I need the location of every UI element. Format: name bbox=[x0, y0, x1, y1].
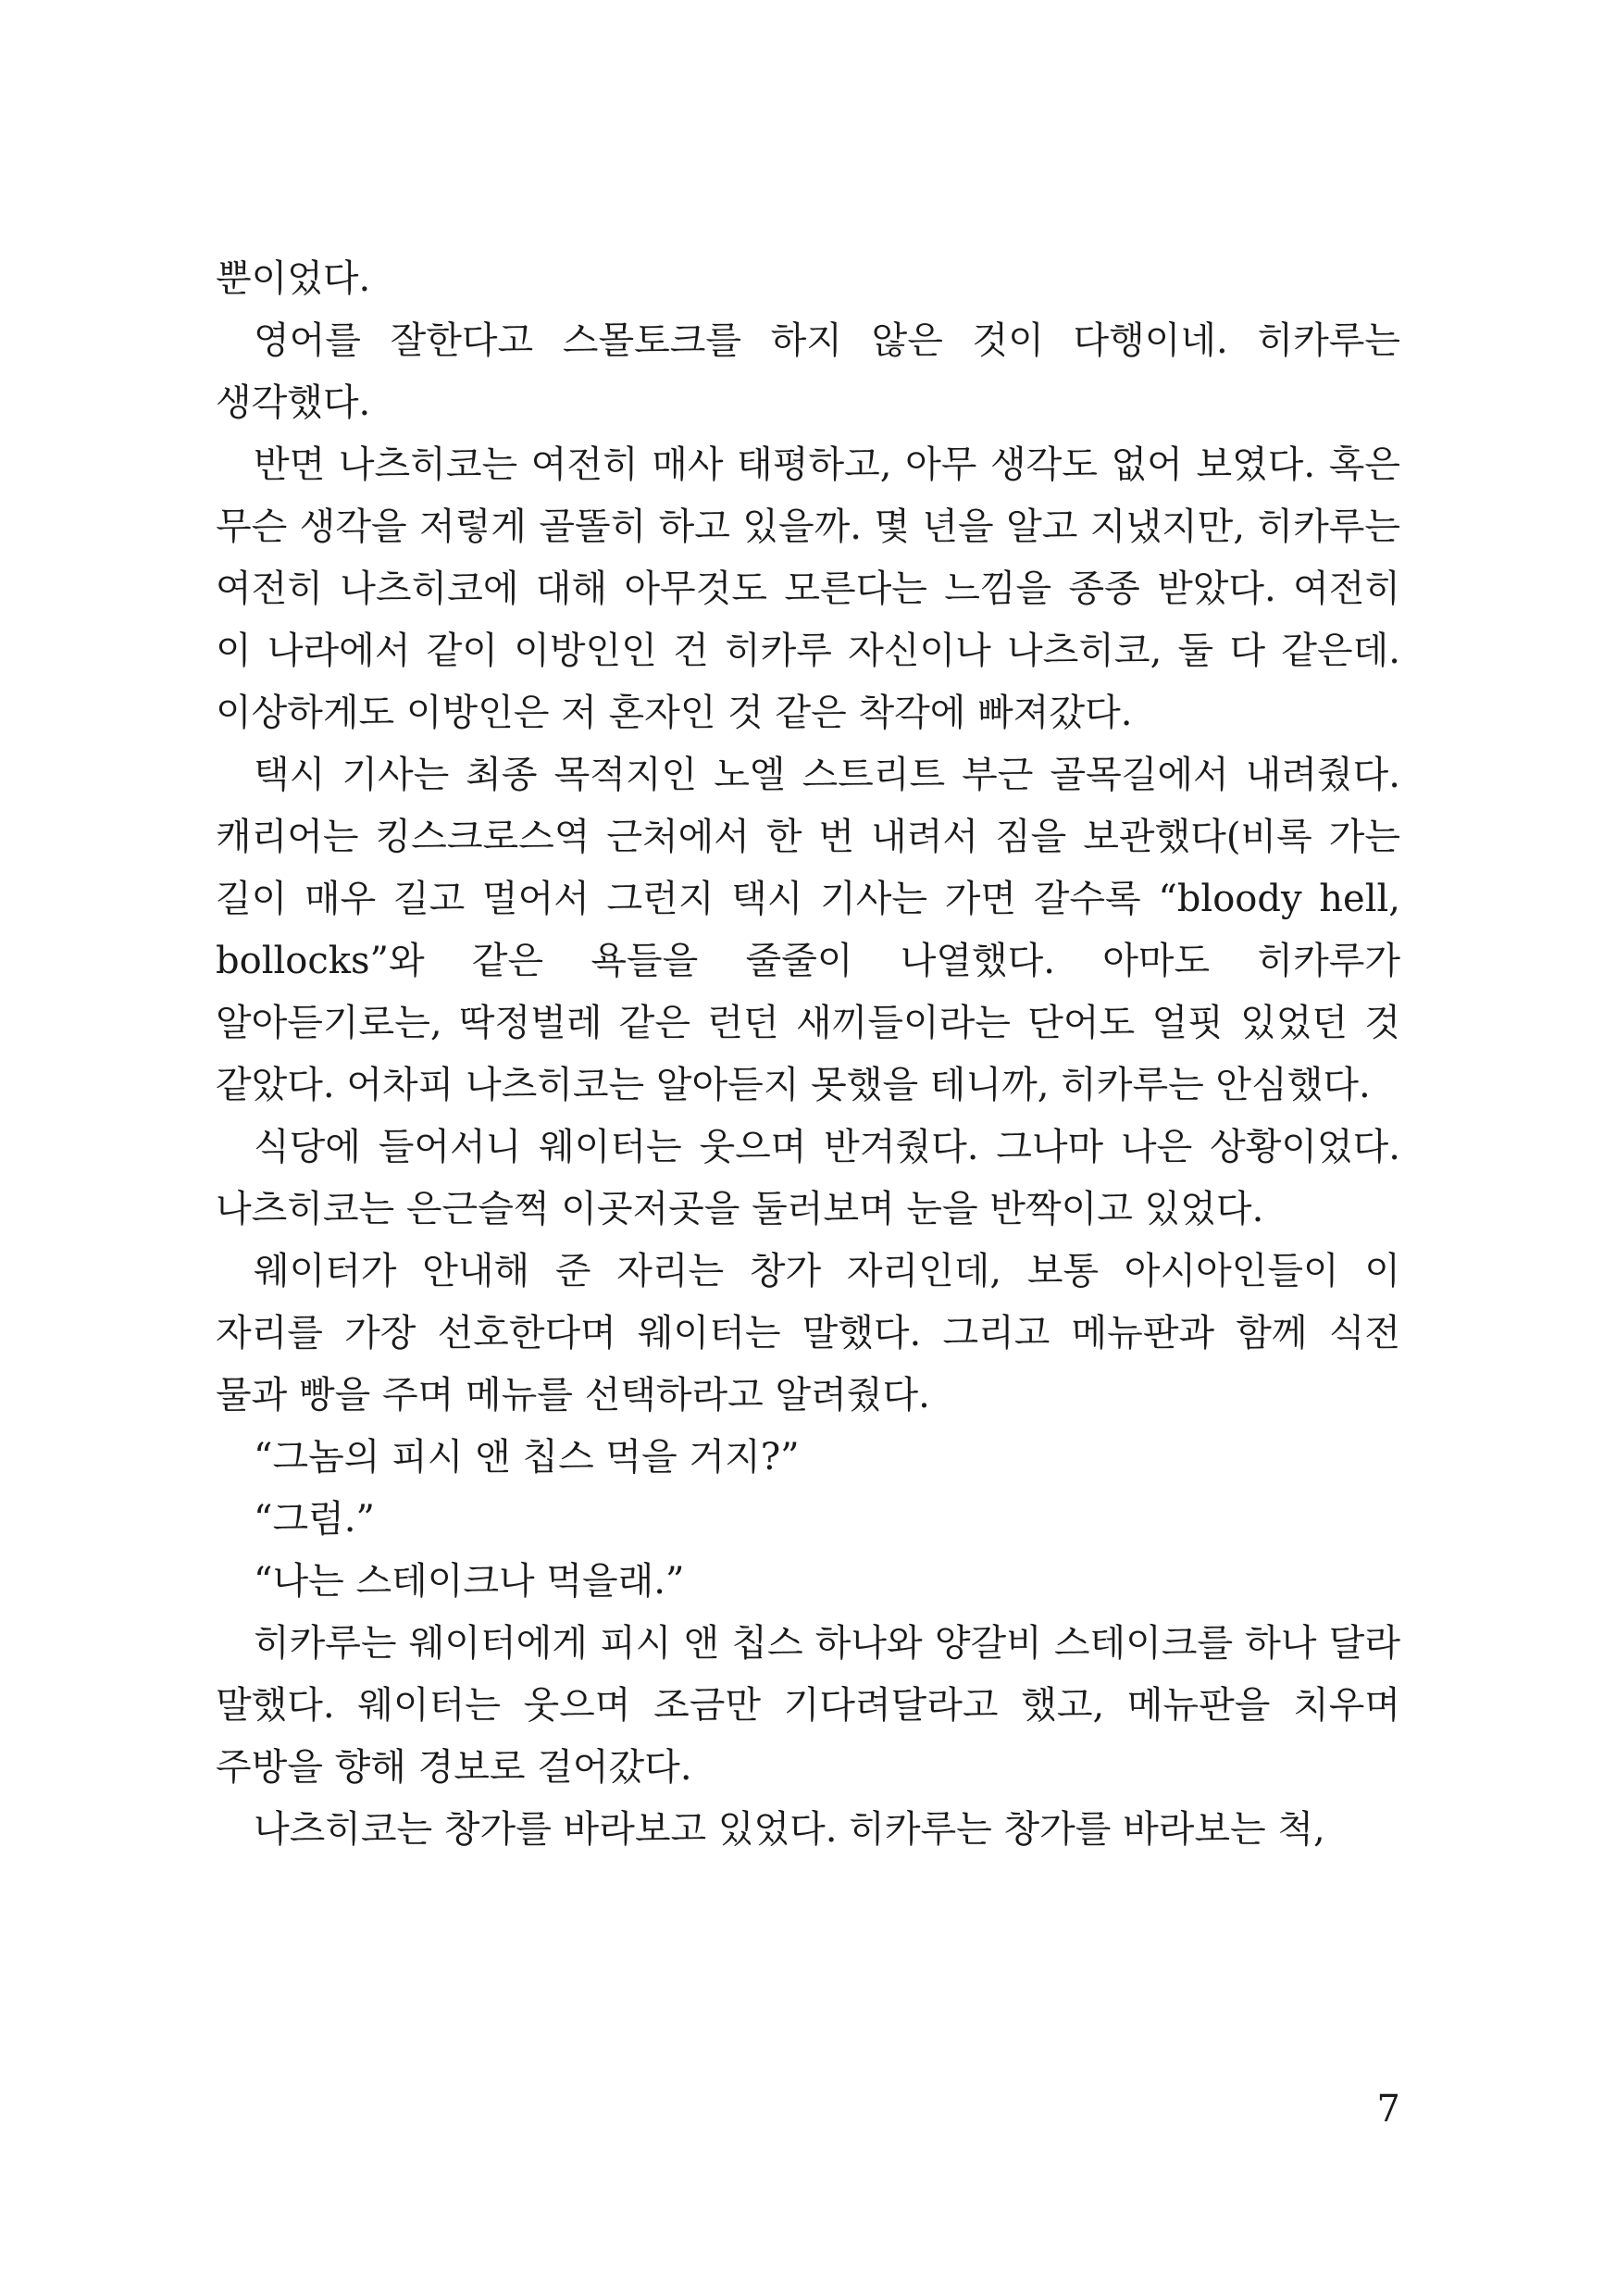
dialogue-line: “그놈의 피시 앤 칩스 먹을 거지?” bbox=[254, 1436, 800, 1479]
paragraph: 영어를 잘한다고 스몰토크를 하지 않은 것이 다행이네. 히카루는 생각했다. bbox=[216, 319, 1400, 424]
page-number: 7 bbox=[1376, 2088, 1400, 2130]
dialogue-line: “나는 스테이크나 먹을래.” bbox=[254, 1560, 685, 1603]
body-text bbox=[216, 248, 1400, 1861]
dialogue-line: “그럼.” bbox=[254, 1498, 375, 1541]
paragraph: 택시 기사는 최종 목적지인 노엘 스트리트 부근 골목길에서 내려줬다. 캐리어는 킹스크로스역 근처에서 한 번 내려서 짐을 보관했다(비록 가는 길이 매우 길고 멀어서 그런지 택시 기사는 가면 갈수록 “bloody hell, bollocks”와 같은 욕들을 줄줄이 나열했다. 아마도 히카루가 알아듣기로는, 딱정벌레 같은 런던 새끼들이라는 단어도 얼핏 있었던 것 같았다. 어차피 나츠히코는 알아듣지 못했을 테니까, 히카루는 안심했다. bbox=[216, 754, 1400, 1106]
paragraph: 뿐이었다. bbox=[216, 257, 371, 300]
paragraph: 히카루는 웨이터에게 피시 앤 칩스 하나와 양갈비 스테이크를 하나 달라 말했다. 웨이터는 웃으며 조금만 기다려달라고 했고, 메뉴판을 치우며 주방을 향해 경보로 걸어갔다. bbox=[216, 1622, 1400, 1789]
paragraph: 식당에 들어서니 웨이터는 웃으며 반겨줬다. 그나마 나은 상황이었다. 나츠히코는 은근슬쩍 이곳저곳을 둘러보며 눈을 반짝이고 있었다. bbox=[216, 1126, 1400, 1230]
paragraph: 웨이터가 안내해 준 자리는 창가 자리인데, 보통 아시아인들이 이 자리를 가장 선호한다며 웨이터는 말했다. 그리고 메뉴판과 함께 식전 물과 빵을 주며 메뉴를 선택하라고 알려줬다. bbox=[216, 1250, 1400, 1416]
paragraph: 반면 나츠히코는 여전히 매사 태평하고, 아무 생각도 없어 보였다. 혹은 무슨 생각을 저렇게 골똘히 하고 있을까. 몇 년을 알고 지냈지만, 히카루는 여전히 나츠히코에 대해 아무것도 모른다는 느낌을 종종 받았다. 여전히 이 나라에서 같이 이방인인 건 히카루 자신이나 나츠히코, 둘 다 같은데. 이상하게도 이방인은 저 혼자인 것 같은 착각에 빠져갔다. bbox=[216, 443, 1400, 734]
paragraph: 나츠히코는 창가를 바라보고 있었다. 히카루는 창가를 바라보는 척, bbox=[254, 1808, 1325, 1851]
